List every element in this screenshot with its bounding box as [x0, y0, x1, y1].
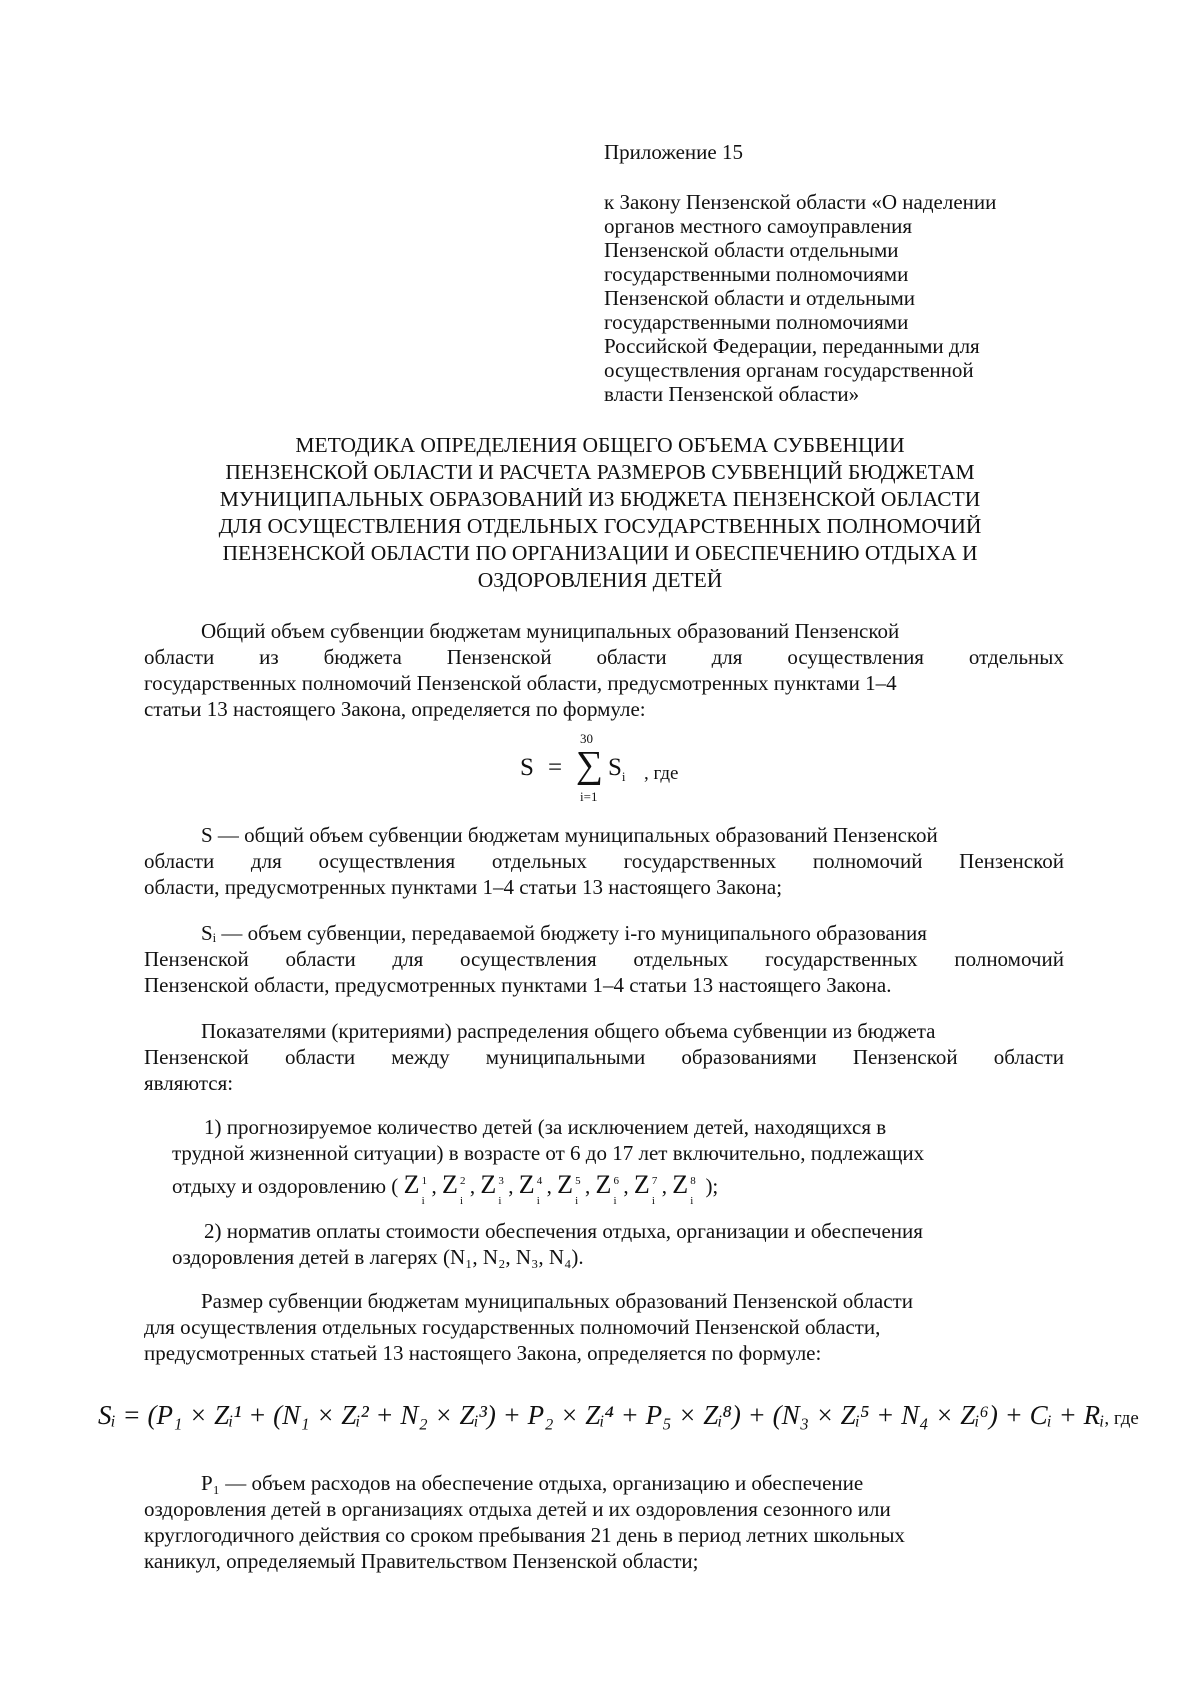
word: области — [993, 1045, 1064, 1069]
sum-upper-limit: 30 — [580, 731, 593, 746]
text-line: статьи 13 настоящего Закона, определяется по формуле: — [144, 697, 646, 721]
text-line: 1) прогнозируемое количество детей (за исключением детей, находящихся в — [204, 1115, 887, 1139]
word: Пензенской — [852, 1045, 958, 1069]
paragraph-criteria — [144, 1018, 1064, 1096]
subvention-formula — [98, 1400, 1139, 1431]
text-line: Общий объем субвенции бюджетам муниципальных образований Пензенской — [201, 619, 900, 643]
formula-where: , где — [644, 763, 679, 784]
law-ref-line: Российской Федерации, переданными для — [604, 334, 980, 358]
word: области — [284, 1045, 356, 1069]
criteria-item-2 — [172, 1218, 1064, 1270]
sigma-symbol: ∑ — [576, 744, 604, 786]
formula-lhs: S — [520, 754, 534, 781]
z-symbol: Z 1 i — [403, 1170, 428, 1207]
z-symbol: Z 8 i — [672, 1170, 696, 1207]
criteria-item-1 — [172, 1114, 1064, 1207]
z-symbol: Z 3 i — [480, 1170, 504, 1207]
word: области — [285, 947, 356, 971]
word: области — [596, 645, 667, 669]
justified-line — [144, 946, 1064, 972]
word: между — [391, 1045, 450, 1069]
word: отдельных — [968, 645, 1064, 669]
text-fragment: ); — [705, 1174, 719, 1198]
word: образованиями — [681, 1045, 817, 1069]
word: для — [392, 947, 424, 971]
sum-formula — [520, 731, 720, 806]
title-line: ДЛЯ ОСУЩЕСТВЛЕНИЯ ОТДЕЛЬНЫХ ГОСУДАРСТВЕННЫХ ПОЛНОМОЧИЙ — [218, 514, 982, 538]
justified-line — [144, 644, 1064, 670]
text-line: для осуществления отдельных государственных полномочий Пензенской области, — [144, 1315, 881, 1339]
word: полномочий — [812, 849, 923, 873]
text-line: Sᵢ — объем субвенции, передаваемой бюджету i-го муниципального образования — [201, 921, 927, 945]
z-symbol: Z 2 i — [441, 1170, 466, 1207]
text-line: государственных полномочий Пензенской области, предусмотренных пунктами 1–4 — [144, 671, 897, 695]
text-line: Размер субвенции бюджетам муниципальных образований Пензенской области — [201, 1289, 913, 1313]
word: отдельных — [633, 947, 729, 971]
word: муниципальными — [485, 1045, 646, 1069]
formula-expression: Sᵢ = (P₁ × Zᵢ¹ + (N₁ × Zᵢ² + N₂ × Zᵢ³) + P₂ × Zᵢ⁴ + P₅ × Zᵢ⁸) + (N₃ × Zᵢ⁵ + N₄ × Zᵢ⁶) + Cᵢ + Rᵢ — [98, 1400, 1105, 1430]
paragraph-subvention-size — [144, 1288, 1064, 1366]
word: бюджета — [323, 645, 402, 669]
justified-line — [144, 1044, 1064, 1070]
word: осуществления — [318, 849, 456, 873]
word: для — [250, 849, 282, 873]
paragraph-s-definition — [144, 822, 1064, 900]
law-ref-line: Пензенской области отдельными — [604, 238, 899, 262]
word: области — [144, 645, 215, 669]
paragraph-si-definition — [144, 920, 1064, 998]
title-line: ПЕНЗЕНСКОЙ ОБЛАСТИ ПО ОРГАНИЗАЦИИ И ОБЕСПЕЧЕНИЮ ОТДЫХА И — [222, 541, 978, 565]
sum-lower-limit: i=1 — [580, 789, 598, 804]
text-fragment: отдыху и оздоровлению ( — [172, 1174, 399, 1198]
word: Пензенской — [144, 947, 249, 971]
z-symbol: Z 4 i — [518, 1170, 543, 1207]
word: Пензенской — [144, 1045, 249, 1069]
text-line: области, предусмотренных пунктами 1–4 статьи 13 настоящего Закона; — [144, 875, 783, 899]
text-line: S — общий объем субвенции бюджетам муниципальных образований Пензенской — [201, 823, 938, 847]
word: Пензенской — [959, 849, 1064, 873]
appendix-number: Приложение 15 — [604, 140, 743, 164]
paragraph-total-volume — [144, 618, 1064, 722]
text-line: 2) норматив оплаты стоимости обеспечения отдыха, организации и обеспечения — [204, 1219, 923, 1243]
document-title — [130, 432, 1070, 594]
word: Пензенской — [446, 645, 552, 669]
law-ref-line: осуществления органам государственной — [604, 358, 974, 382]
law-ref-line: государственными полномочиями — [604, 310, 909, 334]
text-line: круглогодичного действия со сроком пребывания 21 день в период летних школьных — [144, 1523, 905, 1547]
paragraph-p1-definition — [144, 1470, 1064, 1574]
law-ref-line: Пензенской области и отдельными — [604, 286, 916, 310]
word: государственных — [623, 849, 777, 873]
text-line: каникул, определяемый Правительством Пензенской области; — [144, 1549, 699, 1573]
text-line: предусмотренных статьей 13 настоящего Закона, определяется по формуле: — [144, 1341, 822, 1365]
word: осуществления — [787, 645, 924, 669]
title-line: МЕТОДИКА ОПРЕДЕЛЕНИЯ ОБЩЕГО ОБЪЕМА СУБВЕНЦИИ — [295, 433, 905, 457]
law-ref-line: власти Пензенской области» — [604, 382, 860, 406]
formula-where: , где — [1104, 1408, 1139, 1429]
z-indicators-line: отдыху и оздоровлению ( Z 1 i , Z 2 i , Z 3 i , Z 4 i , Z 5 i , Z 6 i , Z 7 i , Z 8 i ); — [172, 1170, 719, 1207]
text-line: P₁ — объем расходов на обеспечение отдыха, организацию и обеспечение — [201, 1471, 864, 1495]
text-line: Пензенской области, предусмотренных пунктами 1–4 статьи 13 настоящего Закона. — [144, 973, 892, 997]
text-line: оздоровления детей в лагерях (N₁, N₂, N₃, N₄). — [172, 1245, 584, 1269]
justified-line — [144, 848, 1064, 874]
title-line: МУНИЦИПАЛЬНЫХ ОБРАЗОВАНИЙ ИЗ БЮДЖЕТА ПЕНЗЕНСКОЙ ОБЛАСТИ — [219, 487, 981, 511]
word: государственных — [765, 947, 918, 971]
law-ref-line: органов местного самоуправления — [604, 214, 913, 238]
word: осуществления — [459, 947, 597, 971]
law-ref-line: государственными полномочиями — [604, 262, 909, 286]
word: области — [144, 849, 215, 873]
word: отдельных — [491, 849, 587, 873]
law-ref-line: к Закону Пензенской области «О наделении — [604, 190, 997, 214]
formula-equals: = — [548, 754, 563, 781]
title-line: ОЗДОРОВЛЕНИЯ ДЕТЕЙ — [477, 568, 723, 592]
text-line: являются: — [144, 1071, 234, 1095]
z-symbol: Z 6 i — [595, 1170, 620, 1207]
text-line: Показателями (критериями) распределения общего объема субвенции из бюджета — [201, 1019, 936, 1043]
text-line: оздоровления детей в организациях отдыха детей и их оздоровления сезонного или — [144, 1497, 891, 1521]
word: для — [711, 645, 743, 669]
title-line: ПЕНЗЕНСКОЙ ОБЛАСТИ И РАСЧЕТА РАЗМЕРОВ СУБВЕНЦИЙ БЮДЖЕТАМ — [225, 460, 975, 484]
z-symbol: Z 5 i — [557, 1170, 581, 1207]
text-line: трудной жизненной ситуации) в возрасте от 6 до 17 лет включительно, подлежащих — [172, 1141, 925, 1165]
word: полномочий — [954, 947, 1064, 971]
law-reference — [604, 190, 1074, 406]
z-symbol: Z 7 i — [633, 1170, 658, 1207]
sum-term: $S_i$ — [608, 754, 626, 784]
word: из — [259, 645, 279, 669]
